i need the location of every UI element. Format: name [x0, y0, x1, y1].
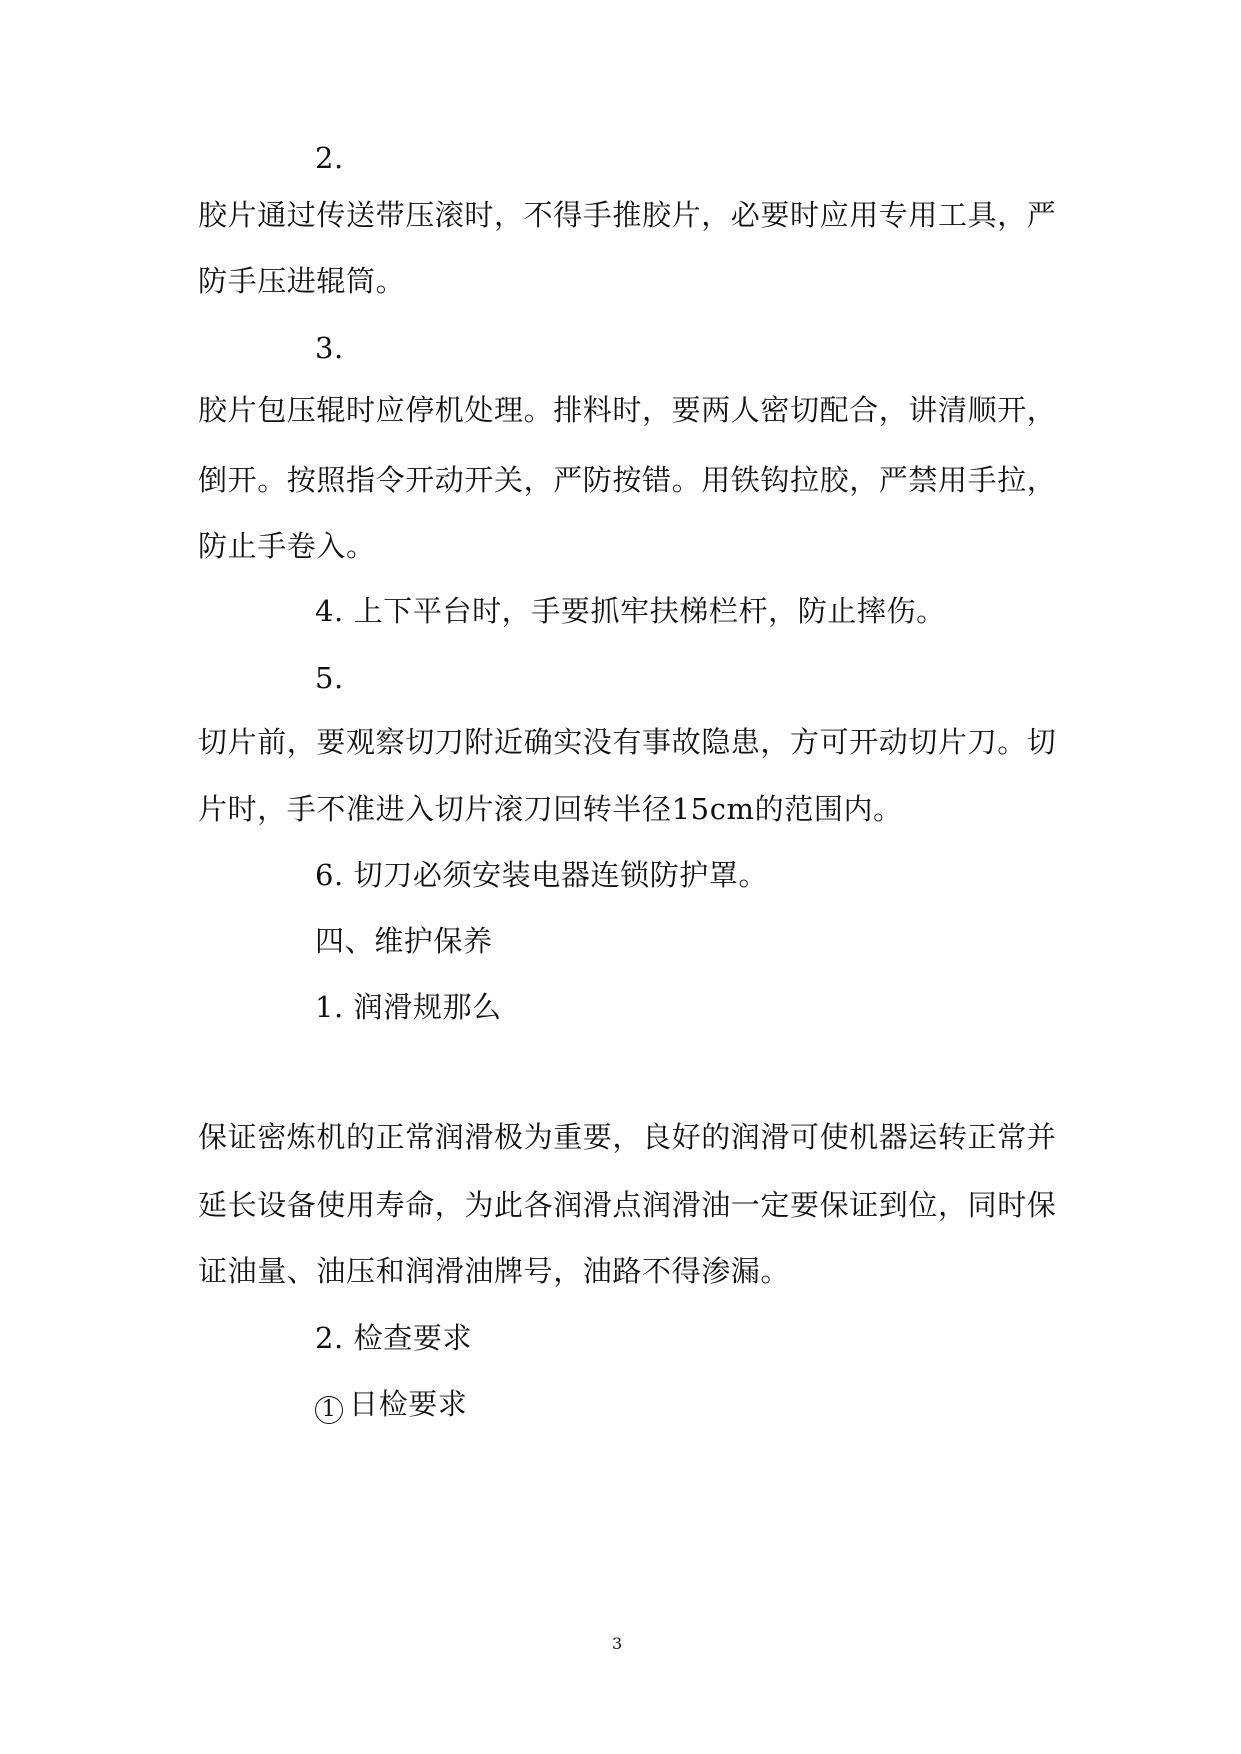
section-heading: 四、维护保养	[315, 924, 493, 958]
daily-check-label: 日检要求	[349, 1387, 468, 1421]
text-line: 切片前，要观察切刀附近确实没有事故隐患，方可开动切片刀。切	[198, 725, 1057, 759]
text-line: 延长设备使用寿命，为此各润滑点润滑油一定要保证到位，同时保	[198, 1188, 1057, 1222]
list-item-6: 6. 切刀必须安装电器连锁防护罩。	[315, 858, 769, 892]
subsection-heading: 2. 检查要求	[315, 1321, 473, 1355]
paragraph-number-2: 2.	[315, 141, 344, 175]
page-number: 3	[612, 1634, 623, 1653]
list-item-daily-check	[315, 1386, 467, 1424]
text-line: 倒开。按照指令开动开关，严防按错。用铁钩拉胶，严禁用手拉，	[198, 463, 1057, 497]
paragraph-number-5: 5.	[315, 661, 344, 695]
text-line: 片时，手不准进入切片滚刀回转半径15cm的范围内。	[198, 792, 903, 826]
text-line: 保证密炼机的正常润滑极为重要，良好的润滑可使机器运转正常并	[198, 1120, 1057, 1154]
paragraph-number-3: 3.	[315, 331, 344, 365]
subsection-heading: 1. 润滑规那么	[315, 990, 502, 1024]
text-line: 胶片包压辊时应停机处理。排料时，要两人密切配合，讲清顺开，	[198, 393, 1057, 427]
text-line: 防止手卷入。	[198, 529, 376, 563]
text-line: 证油量、油压和润滑油牌号，油路不得渗漏。	[198, 1254, 791, 1288]
list-item-4: 4. 上下平台时，手要抓牢扶梯栏杆，防止摔伤。	[315, 594, 946, 628]
text-line: 防手压进辊筒。	[198, 264, 406, 298]
text-line: 胶片通过传送带压滚时，不得手推胶片，必要时应用专用工具，严	[198, 198, 1057, 232]
circled-number-marker: 1	[315, 1396, 343, 1424]
